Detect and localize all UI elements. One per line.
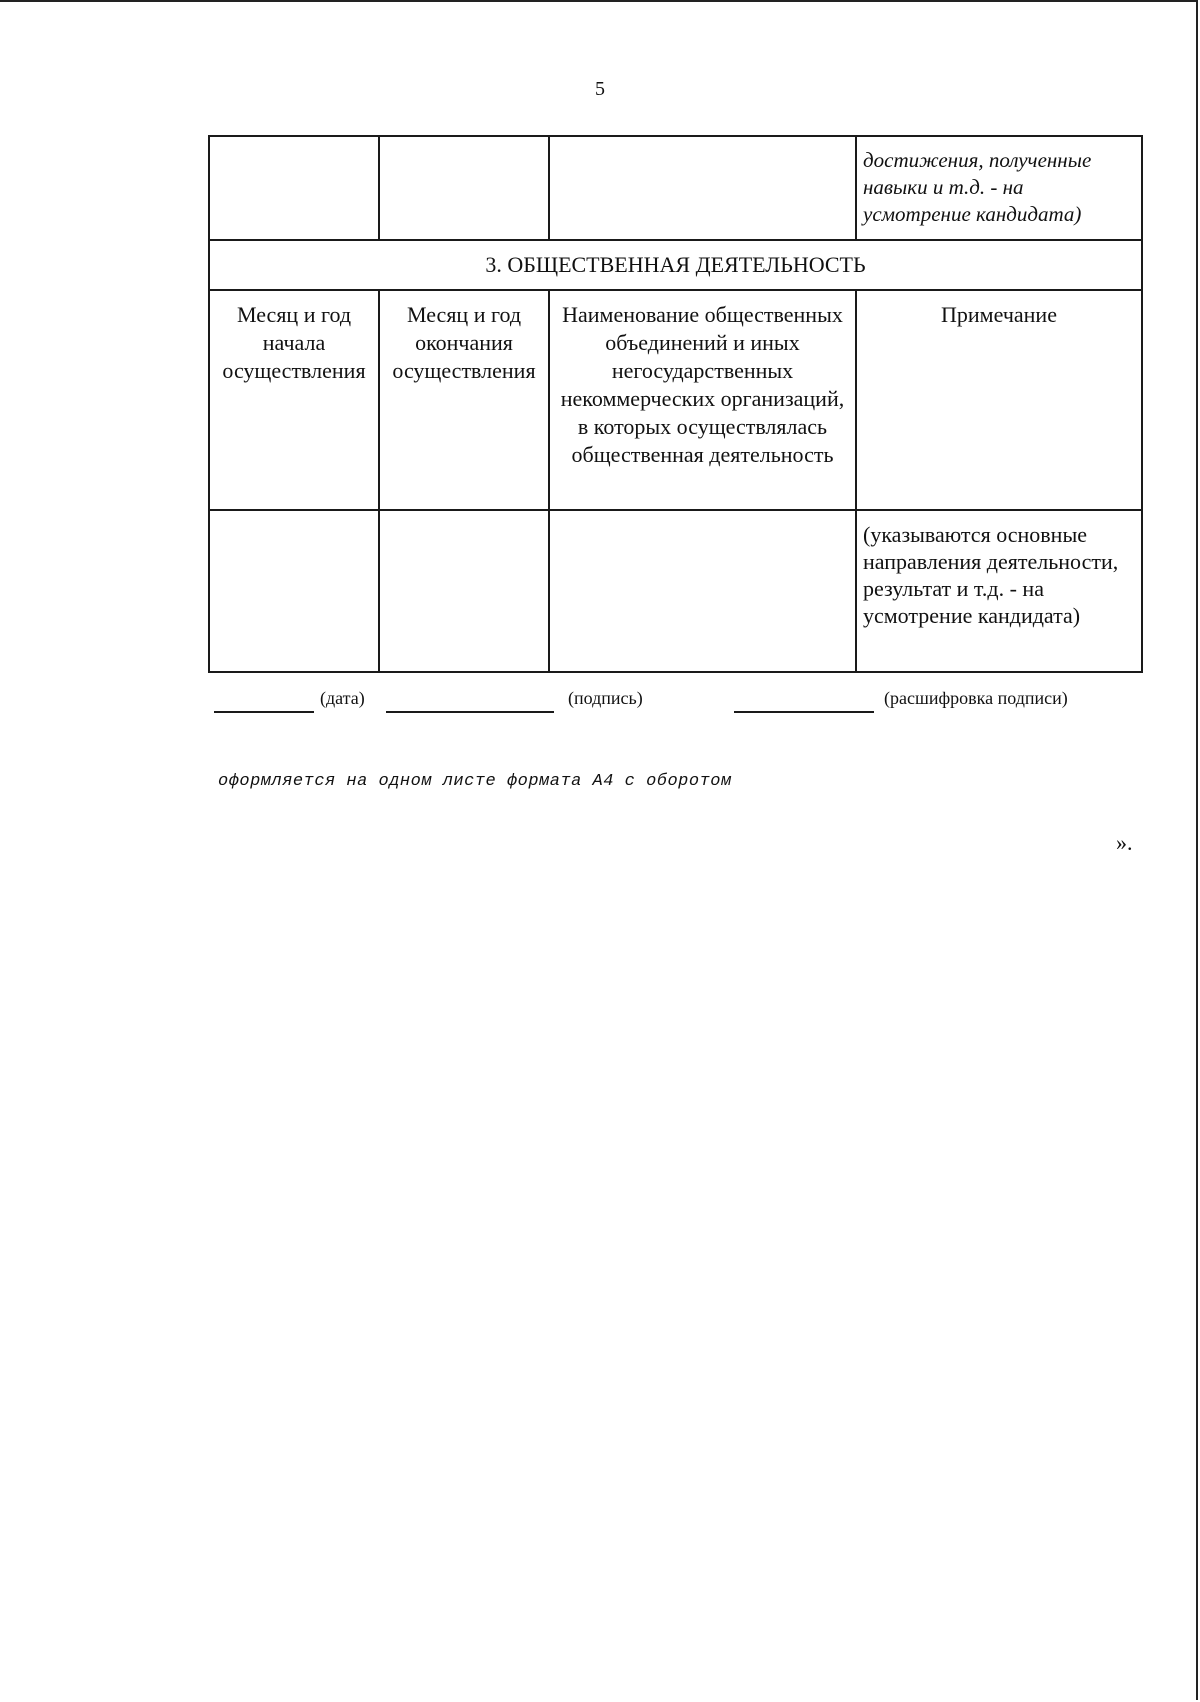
note-cell [856, 510, 1142, 672]
section-title-row [209, 240, 1142, 290]
header-note: Примечание [941, 302, 1057, 327]
decoding-label: (расшифровка подписи) [884, 688, 1068, 708]
header-cell [549, 290, 856, 510]
header-start-date: Месяц и год начала осуществления [222, 302, 366, 383]
page-number: 5 [595, 78, 605, 100]
empty-cell [549, 136, 856, 240]
date-line [214, 711, 314, 713]
signature-label: (подпись) [568, 688, 643, 708]
header-cell [209, 290, 379, 510]
note-cell [856, 136, 1142, 240]
section-title-cell [209, 240, 1142, 290]
top-row-note: достижения, полученные навыки и т.д. - на усмотрение кандидата) [863, 148, 1092, 226]
decoding-line [734, 711, 874, 713]
empty-cell [209, 510, 379, 672]
header-cell [379, 290, 549, 510]
table-row [209, 510, 1142, 672]
closing-quote: ». [1116, 830, 1133, 855]
signature-line [386, 711, 554, 713]
date-label: (дата) [320, 688, 365, 708]
empty-cell [549, 510, 856, 672]
footer-note: оформляется на одном листе формата А4 с оборотом [218, 772, 732, 791]
data-row-note: (указываются основные направления деятельности, результат и т.д. - на усмотрение кандидата) [863, 522, 1119, 628]
header-end-date: Месяц и год окончания осуществления [392, 302, 536, 383]
empty-cell [379, 510, 549, 672]
header-cell [856, 290, 1142, 510]
empty-cell [209, 136, 379, 240]
header-row [209, 290, 1142, 510]
public-activity-table [208, 135, 1143, 673]
table-row [209, 136, 1142, 240]
section-title: 3. ОБЩЕСТВЕННАЯ ДЕЯТЕЛЬНОСТЬ [485, 252, 866, 277]
header-organization: Наименование общественных объединений и иных негосударственных некоммерческих организаций, в которых осуществлялась общественная деятельность [560, 302, 845, 467]
empty-cell [379, 136, 549, 240]
